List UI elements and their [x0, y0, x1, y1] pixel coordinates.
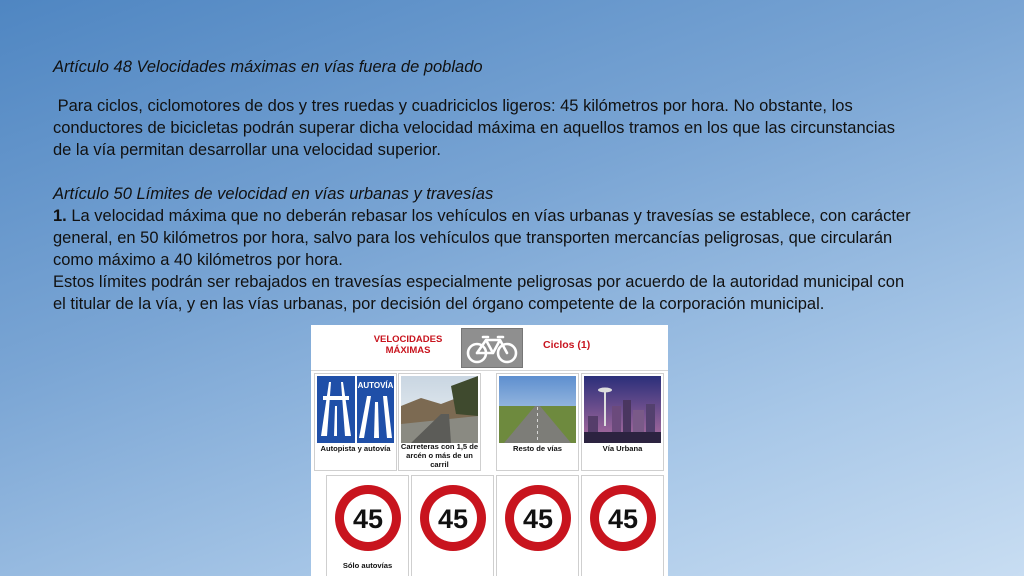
speed-value: 45 — [607, 504, 639, 534]
article-50-heading: Artículo 50 Límites de velocidad en vías urbanas y travesías — [53, 185, 494, 203]
caption-resto-vias: Resto de vías — [513, 444, 562, 453]
speed-value: 45 — [522, 504, 554, 534]
caption-autopista: Autopista y autovía — [320, 444, 391, 453]
article-50-number: 1. — [53, 207, 67, 225]
speed-limit-sign-icon — [504, 484, 572, 552]
article-48-section — [53, 56, 913, 161]
column-autopista — [314, 373, 397, 471]
title-line-2: MÁXIMAS — [385, 345, 431, 356]
motorway-signs-icon — [317, 376, 394, 443]
speed-limit-sign-icon — [589, 484, 657, 552]
speed-limit-sign-icon — [419, 484, 487, 552]
autovia-sign-text: AUTOVÍA — [357, 381, 394, 390]
speed-note: Sólo autovías — [342, 561, 393, 570]
speed-value: 45 — [352, 504, 384, 534]
speed-limit-sign-icon — [334, 484, 402, 552]
vehicle-label: Ciclos (1) — [543, 339, 591, 351]
article-48-body — [53, 95, 913, 161]
bicycle-icon — [461, 328, 523, 368]
speed-value: 45 — [437, 504, 469, 534]
speed-sign-cell-2 — [411, 475, 494, 576]
speed-sign-cell-1 — [326, 475, 409, 576]
caption-carreteras: Carreteras con 1,5 de arcén o más de un carril — [400, 442, 479, 469]
column-via-urbana — [581, 373, 664, 471]
article-50-paragraph-1 — [53, 205, 913, 271]
article-48-text: Para ciclos, ciclomotores de dos y tres ruedas y cuadriciclos ligeros: 45 kilómetros por hora. No obstante, los conductores de bicicletas podrán superar dicha velocidad máxima en aquellos tramos en los que las circunstancias de la vía permitan desarrollar una velocidad superior. — [53, 97, 895, 159]
table-header — [311, 325, 668, 371]
article-50-section — [53, 183, 913, 315]
column-resto-vias — [496, 373, 579, 471]
column-carreteras — [398, 373, 481, 471]
straight-road-photo — [499, 376, 576, 443]
speed-sign-cell-4 — [581, 475, 664, 576]
speed-sign-cell-3 — [496, 475, 579, 576]
article-50-body-2: Estos límites podrán ser rebajados en travesías especialmente peligrosas por acuerdo de la autoridad municipal con el titular de la vía, y en las vías urbanas, por decisión del órgano competente de la corporación municipal. — [53, 273, 905, 313]
title-line-1: VELOCIDADES — [373, 334, 443, 345]
velocidades-maximas-title — [353, 334, 463, 356]
article-48-heading: Artículo 48 Velocidades máximas en vías fuera de poblado — [53, 58, 483, 76]
article-50-body-1: La velocidad máxima que no deberán rebasar los vehículos en vías urbanas y travesías se establece, con carácter general, en 50 kilómetros por hora, salvo para los vehículos que transporten mercancías peligrosas, que circularán como máximo a 40 kilómetros por hora. — [53, 207, 911, 269]
city-skyline-photo — [584, 376, 661, 443]
speed-limits-table-image — [311, 325, 668, 576]
rural-road-photo — [401, 376, 478, 443]
caption-via-urbana: Vía Urbana — [602, 444, 643, 453]
